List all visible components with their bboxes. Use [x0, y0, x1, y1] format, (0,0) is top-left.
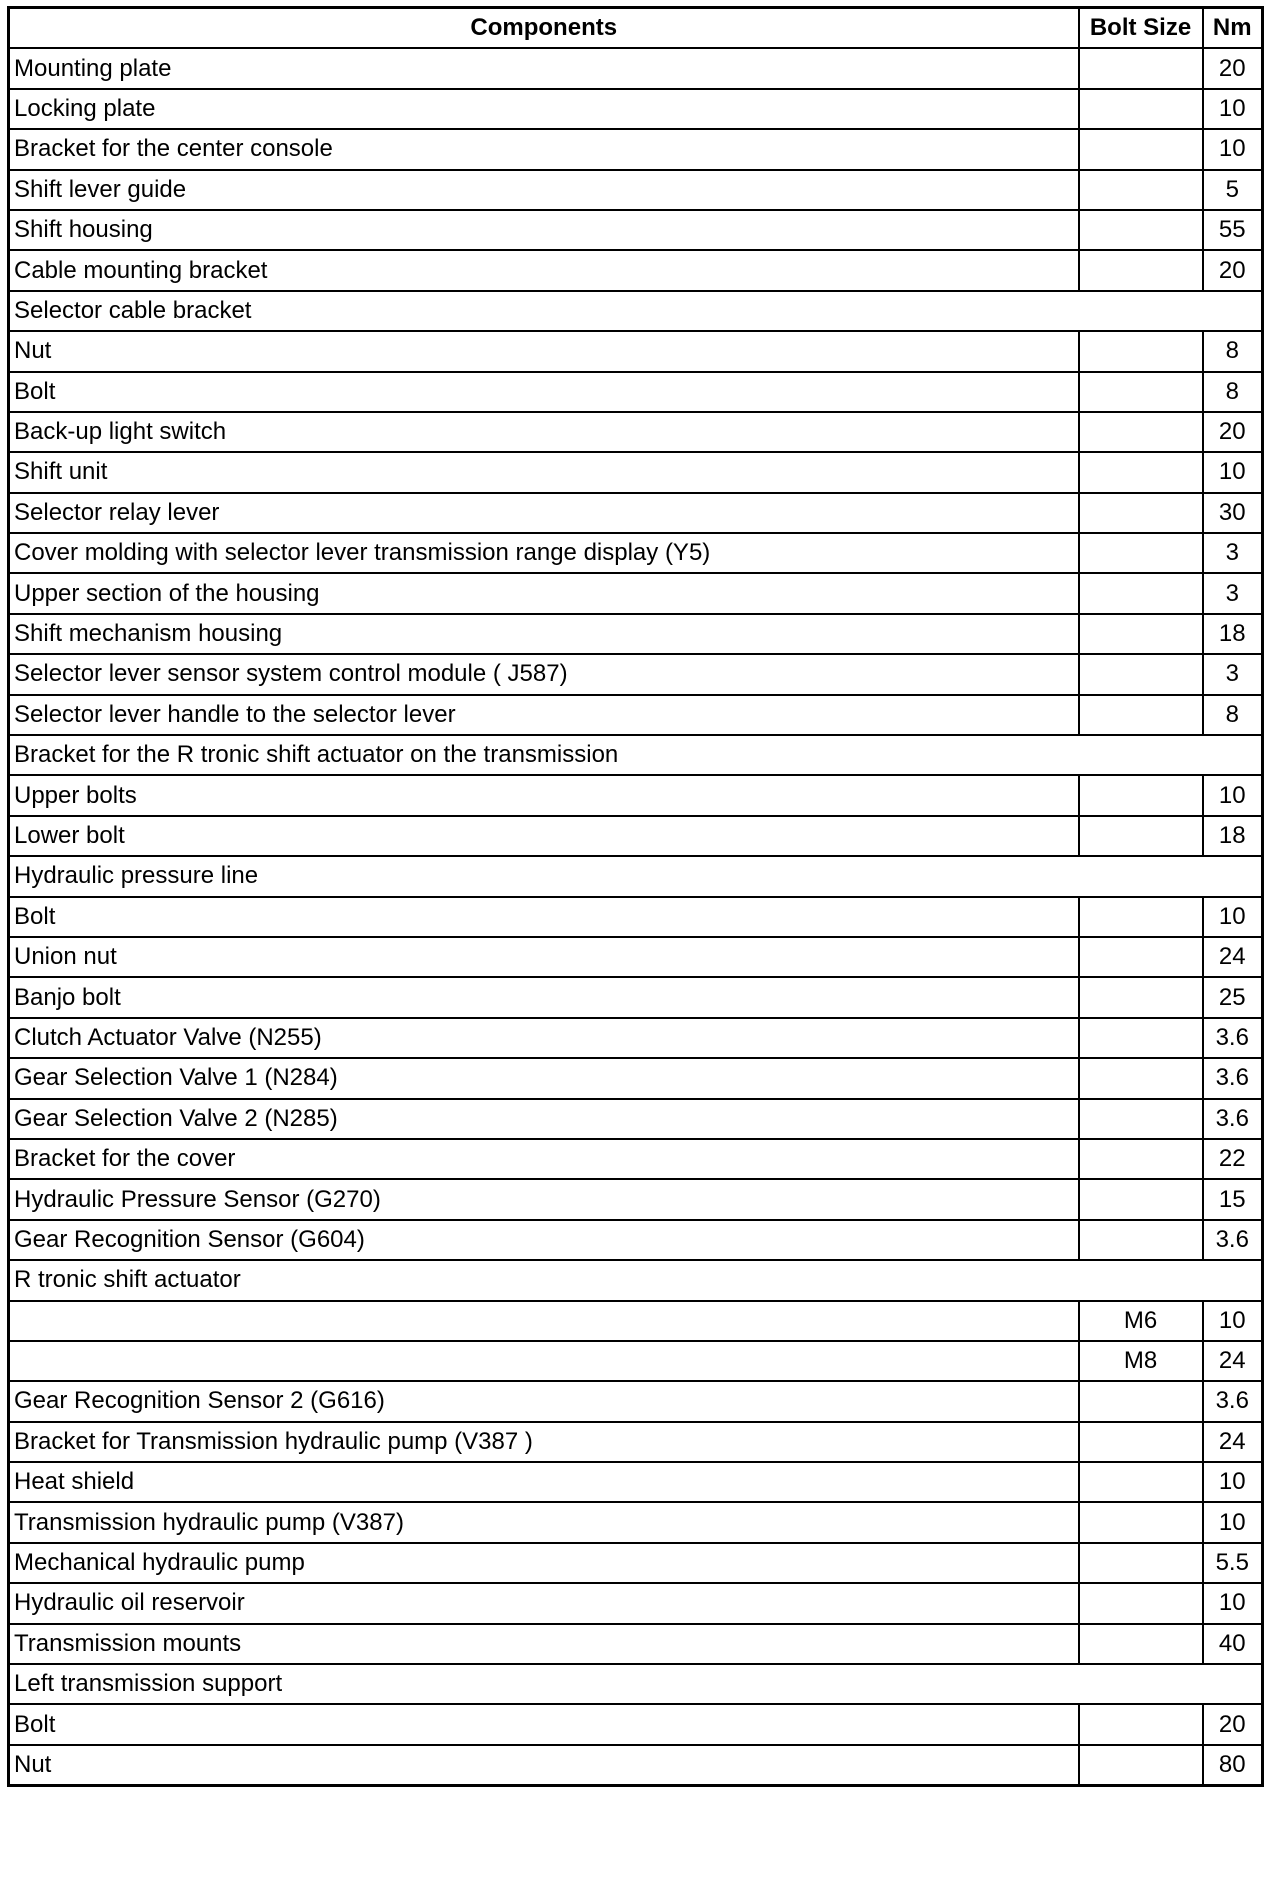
torque-nm-cell: 24 — [1203, 1341, 1263, 1381]
bolt-size-cell — [1079, 493, 1203, 533]
table-row — [9, 1624, 1263, 1664]
table-row — [9, 1422, 1263, 1462]
component-cell: Gear Selection Valve 2 (N285) — [9, 1099, 1079, 1139]
torque-nm-cell: 3.6 — [1203, 1220, 1263, 1260]
component-cell: Heat shield — [9, 1462, 1079, 1502]
table-row — [9, 210, 1263, 250]
bolt-size-cell — [1079, 533, 1203, 573]
table-row — [9, 1058, 1263, 1098]
bolt-size-cell — [1079, 331, 1203, 371]
section-row — [9, 735, 1263, 775]
bolt-size-cell — [1079, 1018, 1203, 1058]
section-row — [9, 291, 1263, 331]
torque-nm-cell: 5.5 — [1203, 1543, 1263, 1583]
table-row — [9, 897, 1263, 937]
component-cell: Shift unit — [9, 452, 1079, 492]
component-cell: Bolt — [9, 1704, 1079, 1744]
table-row — [9, 129, 1263, 169]
torque-nm-cell: 10 — [1203, 775, 1263, 815]
component-cell: Transmission hydraulic pump (V387) — [9, 1502, 1079, 1542]
torque-nm-cell: 3.6 — [1203, 1381, 1263, 1421]
bolt-size-cell — [1079, 897, 1203, 937]
torque-nm-cell: 8 — [1203, 372, 1263, 412]
table-row — [9, 695, 1263, 735]
bolt-size-cell — [1079, 1543, 1203, 1583]
bolt-size-cell — [1079, 816, 1203, 856]
section-label: Hydraulic pressure line — [9, 856, 1263, 896]
table-row — [9, 937, 1263, 977]
table-row — [9, 1018, 1263, 1058]
table-row — [9, 493, 1263, 533]
bolt-size-cell — [1079, 1381, 1203, 1421]
component-cell: Gear Recognition Sensor (G604) — [9, 1220, 1079, 1260]
bolt-size-cell — [1079, 1422, 1203, 1462]
table-row — [9, 48, 1263, 88]
component-cell: Hydraulic oil reservoir — [9, 1583, 1079, 1623]
torque-nm-cell: 20 — [1203, 1704, 1263, 1744]
table-row — [9, 1583, 1263, 1623]
component-cell: Bracket for the cover — [9, 1139, 1079, 1179]
bolt-size-cell — [1079, 1220, 1203, 1260]
torque-nm-cell: 8 — [1203, 695, 1263, 735]
component-cell: Selector relay lever — [9, 493, 1079, 533]
section-row — [9, 856, 1263, 896]
torque-nm-cell: 24 — [1203, 1422, 1263, 1462]
header-row — [9, 8, 1263, 49]
torque-nm-cell: 40 — [1203, 1624, 1263, 1664]
table-row — [9, 775, 1263, 815]
bolt-size-cell — [1079, 210, 1203, 250]
bolt-size-cell — [1079, 412, 1203, 452]
table-row — [9, 1341, 1263, 1381]
bolt-size-cell — [1079, 372, 1203, 412]
bolt-size-cell — [1079, 654, 1203, 694]
section-label: Left transmission support — [9, 1664, 1263, 1704]
component-cell: Selector lever sensor system control module ( J587) — [9, 654, 1079, 694]
bolt-size-cell: M6 — [1079, 1301, 1203, 1341]
bolt-size-cell — [1079, 695, 1203, 735]
torque-nm-cell: 10 — [1203, 1583, 1263, 1623]
torque-nm-cell: 25 — [1203, 977, 1263, 1017]
component-cell: Shift mechanism housing — [9, 614, 1079, 654]
component-cell: Cover molding with selector lever transmission range display (Y5) — [9, 533, 1079, 573]
component-cell: Transmission mounts — [9, 1624, 1079, 1664]
bolt-size-cell — [1079, 89, 1203, 129]
torque-nm-cell: 10 — [1203, 129, 1263, 169]
table-row — [9, 1179, 1263, 1219]
header-bolt-size: Bolt Size — [1079, 8, 1203, 49]
torque-nm-cell: 10 — [1203, 1462, 1263, 1502]
table-row — [9, 1502, 1263, 1542]
component-cell: Mechanical hydraulic pump — [9, 1543, 1079, 1583]
component-cell: Gear Selection Valve 1 (N284) — [9, 1058, 1079, 1098]
torque-nm-cell: 3.6 — [1203, 1058, 1263, 1098]
torque-nm-cell: 22 — [1203, 1139, 1263, 1179]
bolt-size-cell — [1079, 1704, 1203, 1744]
component-cell: Nut — [9, 1745, 1079, 1786]
bolt-size-cell — [1079, 614, 1203, 654]
torque-nm-cell: 30 — [1203, 493, 1263, 533]
torque-specification-table — [7, 6, 1264, 1787]
table-row — [9, 250, 1263, 290]
table-row — [9, 412, 1263, 452]
table-row — [9, 977, 1263, 1017]
bolt-size-cell — [1079, 1099, 1203, 1139]
torque-nm-cell: 3 — [1203, 654, 1263, 694]
component-cell: Mounting plate — [9, 48, 1079, 88]
component-cell: Back-up light switch — [9, 412, 1079, 452]
torque-nm-cell: 10 — [1203, 1502, 1263, 1542]
table-row — [9, 331, 1263, 371]
component-cell: Shift housing — [9, 210, 1079, 250]
table-row — [9, 1301, 1263, 1341]
torque-nm-cell: 8 — [1203, 331, 1263, 371]
torque-nm-cell: 20 — [1203, 48, 1263, 88]
bolt-size-cell — [1079, 1139, 1203, 1179]
table-row — [9, 1381, 1263, 1421]
table-row — [9, 1139, 1263, 1179]
torque-nm-cell: 10 — [1203, 452, 1263, 492]
torque-nm-cell: 10 — [1203, 1301, 1263, 1341]
table-body — [9, 48, 1263, 1785]
table-row — [9, 1220, 1263, 1260]
component-cell: Hydraulic Pressure Sensor (G270) — [9, 1179, 1079, 1219]
bolt-size-cell — [1079, 1058, 1203, 1098]
torque-nm-cell: 80 — [1203, 1745, 1263, 1786]
table-row — [9, 170, 1263, 210]
component-cell: Bolt — [9, 897, 1079, 937]
table-row — [9, 573, 1263, 613]
component-cell: Shift lever guide — [9, 170, 1079, 210]
torque-nm-cell: 3.6 — [1203, 1018, 1263, 1058]
table-row — [9, 372, 1263, 412]
header-nm: Nm — [1203, 8, 1263, 49]
table-row — [9, 1745, 1263, 1786]
bolt-size-cell — [1079, 1502, 1203, 1542]
bolt-size-cell — [1079, 775, 1203, 815]
table-row — [9, 533, 1263, 573]
component-cell: Bolt — [9, 372, 1079, 412]
torque-nm-cell: 20 — [1203, 412, 1263, 452]
bolt-size-cell — [1079, 1583, 1203, 1623]
component-cell: Upper section of the housing — [9, 573, 1079, 613]
bolt-size-cell — [1079, 573, 1203, 613]
table-row — [9, 1704, 1263, 1744]
bolt-size-cell — [1079, 1624, 1203, 1664]
torque-nm-cell: 55 — [1203, 210, 1263, 250]
bolt-size-cell: M8 — [1079, 1341, 1203, 1381]
bolt-size-cell — [1079, 1745, 1203, 1786]
component-cell: Cable mounting bracket — [9, 250, 1079, 290]
component-cell — [9, 1341, 1079, 1381]
bolt-size-cell — [1079, 48, 1203, 88]
torque-nm-cell: 10 — [1203, 89, 1263, 129]
table-row — [9, 452, 1263, 492]
torque-nm-cell: 3.6 — [1203, 1099, 1263, 1139]
torque-nm-cell: 10 — [1203, 897, 1263, 937]
component-cell: Union nut — [9, 937, 1079, 977]
component-cell — [9, 1301, 1079, 1341]
torque-nm-cell: 24 — [1203, 937, 1263, 977]
table-row — [9, 89, 1263, 129]
bolt-size-cell — [1079, 977, 1203, 1017]
section-row — [9, 1260, 1263, 1300]
component-cell: Nut — [9, 331, 1079, 371]
table-row — [9, 1099, 1263, 1139]
torque-nm-cell: 15 — [1203, 1179, 1263, 1219]
bolt-size-cell — [1079, 937, 1203, 977]
section-row — [9, 1664, 1263, 1704]
component-cell: Bracket for the center console — [9, 129, 1079, 169]
table-row — [9, 816, 1263, 856]
bolt-size-cell — [1079, 250, 1203, 290]
section-label: Bracket for the R tronic shift actuator on the transmission — [9, 735, 1263, 775]
bolt-size-cell — [1079, 452, 1203, 492]
component-cell: Upper bolts — [9, 775, 1079, 815]
torque-nm-cell: 3 — [1203, 573, 1263, 613]
table-row — [9, 654, 1263, 694]
component-cell: Locking plate — [9, 89, 1079, 129]
table-row — [9, 614, 1263, 654]
header-components: Components — [9, 8, 1079, 49]
torque-nm-cell: 18 — [1203, 614, 1263, 654]
torque-nm-cell: 18 — [1203, 816, 1263, 856]
component-cell: Selector lever handle to the selector lever — [9, 695, 1079, 735]
torque-nm-cell: 3 — [1203, 533, 1263, 573]
component-cell: Lower bolt — [9, 816, 1079, 856]
component-cell: Bracket for Transmission hydraulic pump (V387 ) — [9, 1422, 1079, 1462]
bolt-size-cell — [1079, 1179, 1203, 1219]
table-row — [9, 1462, 1263, 1502]
table-row — [9, 1543, 1263, 1583]
bolt-size-cell — [1079, 170, 1203, 210]
torque-nm-cell: 5 — [1203, 170, 1263, 210]
component-cell: Gear Recognition Sensor 2 (G616) — [9, 1381, 1079, 1421]
bolt-size-cell — [1079, 129, 1203, 169]
bolt-size-cell — [1079, 1462, 1203, 1502]
torque-nm-cell: 20 — [1203, 250, 1263, 290]
section-label: R tronic shift actuator — [9, 1260, 1263, 1300]
section-label: Selector cable bracket — [9, 291, 1263, 331]
component-cell: Banjo bolt — [9, 977, 1079, 1017]
component-cell: Clutch Actuator Valve (N255) — [9, 1018, 1079, 1058]
